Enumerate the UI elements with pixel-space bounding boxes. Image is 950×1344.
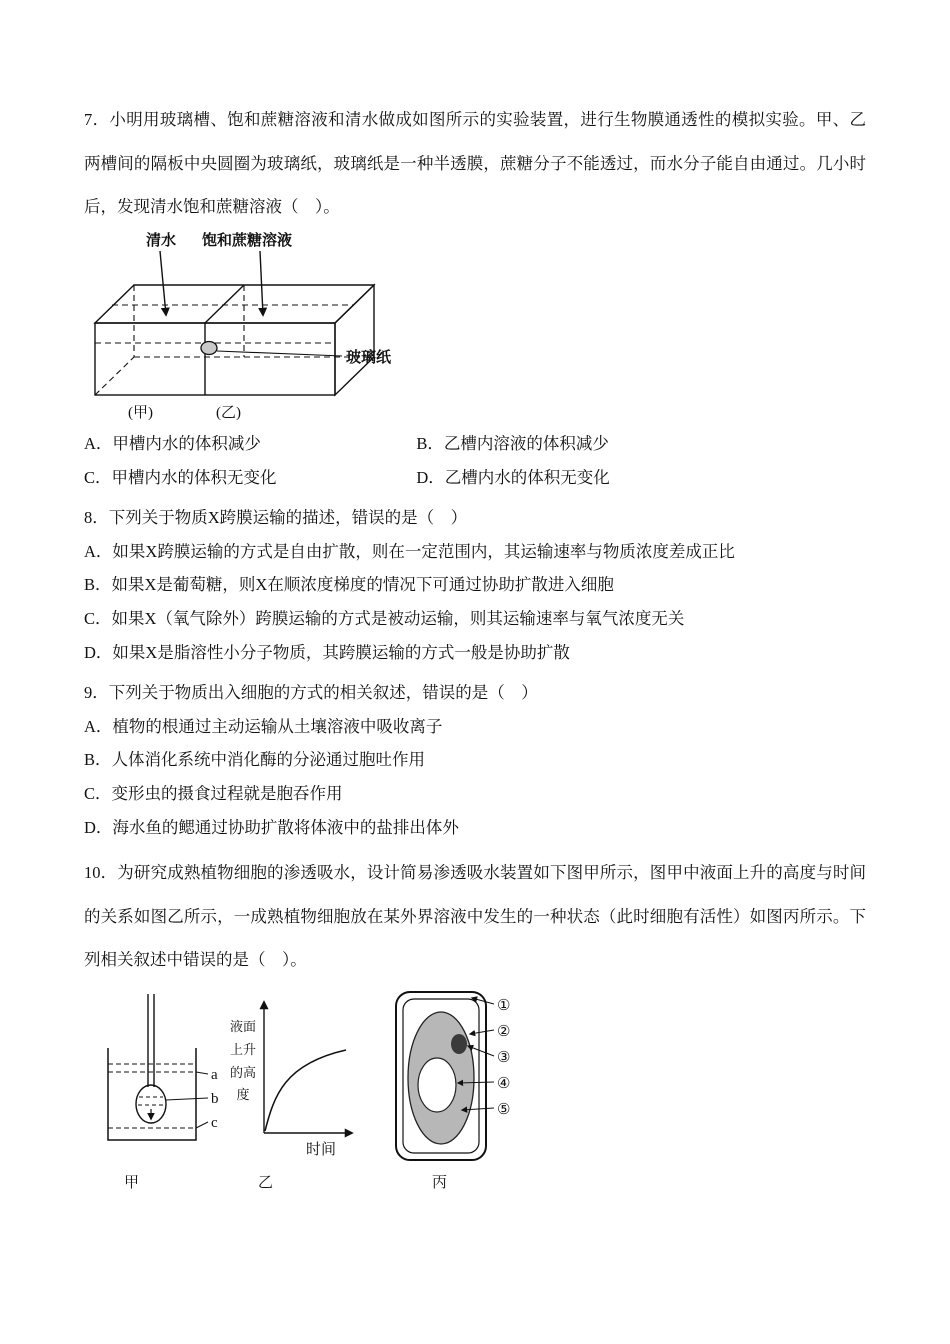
nucleus bbox=[451, 1034, 467, 1054]
option-c: C．如果X（氧气除外）跨膜运输的方式是被动运输，则其运输速率与氧气浓度无关 bbox=[84, 609, 685, 629]
figure-yi-label: 乙 bbox=[258, 1175, 274, 1192]
option-c: C．变形虫的摄食过程就是胞吞作用 bbox=[84, 784, 343, 804]
question-10 bbox=[84, 851, 866, 1193]
question-8-stem: 8．下列关于物质X跨膜运输的描述，错误的是（ ） bbox=[84, 507, 468, 527]
question-7-options bbox=[84, 427, 866, 495]
circled-5-label: ⑤ bbox=[497, 1102, 511, 1119]
option-d: D．海水鱼的鳃通过协助扩散将体液中的盐排出体外 bbox=[84, 818, 459, 838]
tank-yi-label: (乙) bbox=[216, 405, 241, 422]
question-9 bbox=[84, 676, 866, 845]
y-axis-label: 液面上升的高度 bbox=[229, 1019, 256, 1103]
option-row bbox=[84, 427, 866, 461]
option-a: A．植物的根通过主动运输从土壤溶液中吸收离子 bbox=[84, 716, 443, 736]
question-8 bbox=[84, 501, 866, 670]
question-10-stem: 10．为研究成熟植物细胞的渗透吸水，设计简易渗透吸水装置如下图甲所示，图甲中液面上升的高度与时间的关系如图乙所示，一成熟植物细胞放在某外界溶液中发生的一种状态（此时细胞有活性）如图丙所示。下列相关叙述中错误的是（ ）。 bbox=[84, 862, 866, 970]
partition-board bbox=[205, 285, 244, 395]
beaker-liquid-lines bbox=[108, 1064, 196, 1128]
question-9-options bbox=[84, 710, 866, 845]
circled-3-label: ③ bbox=[497, 1050, 511, 1067]
cellophane-pointer-line bbox=[217, 351, 342, 356]
question-7-diagram bbox=[90, 231, 866, 421]
question-8-options bbox=[84, 535, 866, 670]
tank-jia-label: (甲) bbox=[128, 405, 153, 422]
x-axis-label: 时间 bbox=[306, 1142, 337, 1159]
figure-jia-label: 甲 bbox=[124, 1175, 140, 1192]
label-c: c bbox=[211, 1115, 218, 1132]
glass-tank-outline bbox=[95, 285, 374, 395]
vacuole bbox=[418, 1058, 456, 1112]
sucrose-solution-label: 饱和蔗糖溶液 bbox=[202, 233, 293, 250]
label-a: a bbox=[211, 1067, 218, 1084]
figure-bing-label: 丙 bbox=[432, 1175, 448, 1192]
option-a: A．如果X跨膜运输的方式是自由扩散，则在一定范围内，其运输速率与物质浓度差成正比 bbox=[84, 541, 735, 561]
option-d: D．如果X是脂溶性小分子物质，其跨膜运输的方式一般是协助扩散 bbox=[84, 643, 570, 663]
abc-leader-lines bbox=[166, 1072, 208, 1128]
option-a: A．甲槽内水的体积减少 bbox=[84, 434, 261, 454]
tank-apparatus-figure bbox=[90, 231, 540, 421]
option-b: B．人体消化系统中消化酶的分泌通过胞吐作用 bbox=[84, 750, 426, 770]
option-b: B．乙槽内溶液的体积减少 bbox=[416, 434, 609, 454]
funnel-liquid-lines bbox=[138, 1097, 164, 1105]
option-c: C．甲槽内水的体积无变化 bbox=[84, 467, 277, 487]
circled-1-label: ① bbox=[497, 998, 511, 1015]
question-9-stem: 9．下列关于物质出入细胞的方式的相关叙述，错误的是（ ） bbox=[84, 682, 538, 702]
graph-axes bbox=[264, 1002, 352, 1133]
label-b: b bbox=[211, 1091, 219, 1108]
option-row bbox=[84, 461, 866, 495]
clear-water-label: 清水 bbox=[146, 233, 177, 250]
question-7-stem: 7．小明用玻璃槽、饱和蔗糖溶液和清水做成如图所示的实验装置，进行生物膜通透性的模拟实验。甲、乙两槽间的隔板中央圆圈为玻璃纸，玻璃纸是一种半透膜，蔗糖分子不能透过，而水分子能自由通过。几小时后，发现清水饱和蔗糖溶液（ ）。 bbox=[84, 110, 866, 217]
circled-4-label: ④ bbox=[497, 1076, 511, 1093]
question-7 bbox=[84, 98, 866, 495]
question-10-diagram bbox=[96, 988, 866, 1193]
thistle-funnel bbox=[136, 994, 166, 1123]
circled-2-label: ② bbox=[497, 1024, 511, 1041]
tank-hidden-edges bbox=[95, 285, 374, 395]
option-b: B．如果X是葡萄糖，则X在顺浓度梯度的情况下可通过协助扩散进入细胞 bbox=[84, 575, 614, 595]
option-d: D．乙槽内水的体积无变化 bbox=[416, 467, 610, 487]
graph-curve bbox=[265, 1050, 346, 1131]
cellophane-circle bbox=[201, 342, 217, 355]
osmosis-figure bbox=[96, 988, 556, 1193]
cellophane-label: 玻璃纸 bbox=[346, 350, 392, 367]
beaker bbox=[108, 1048, 196, 1140]
